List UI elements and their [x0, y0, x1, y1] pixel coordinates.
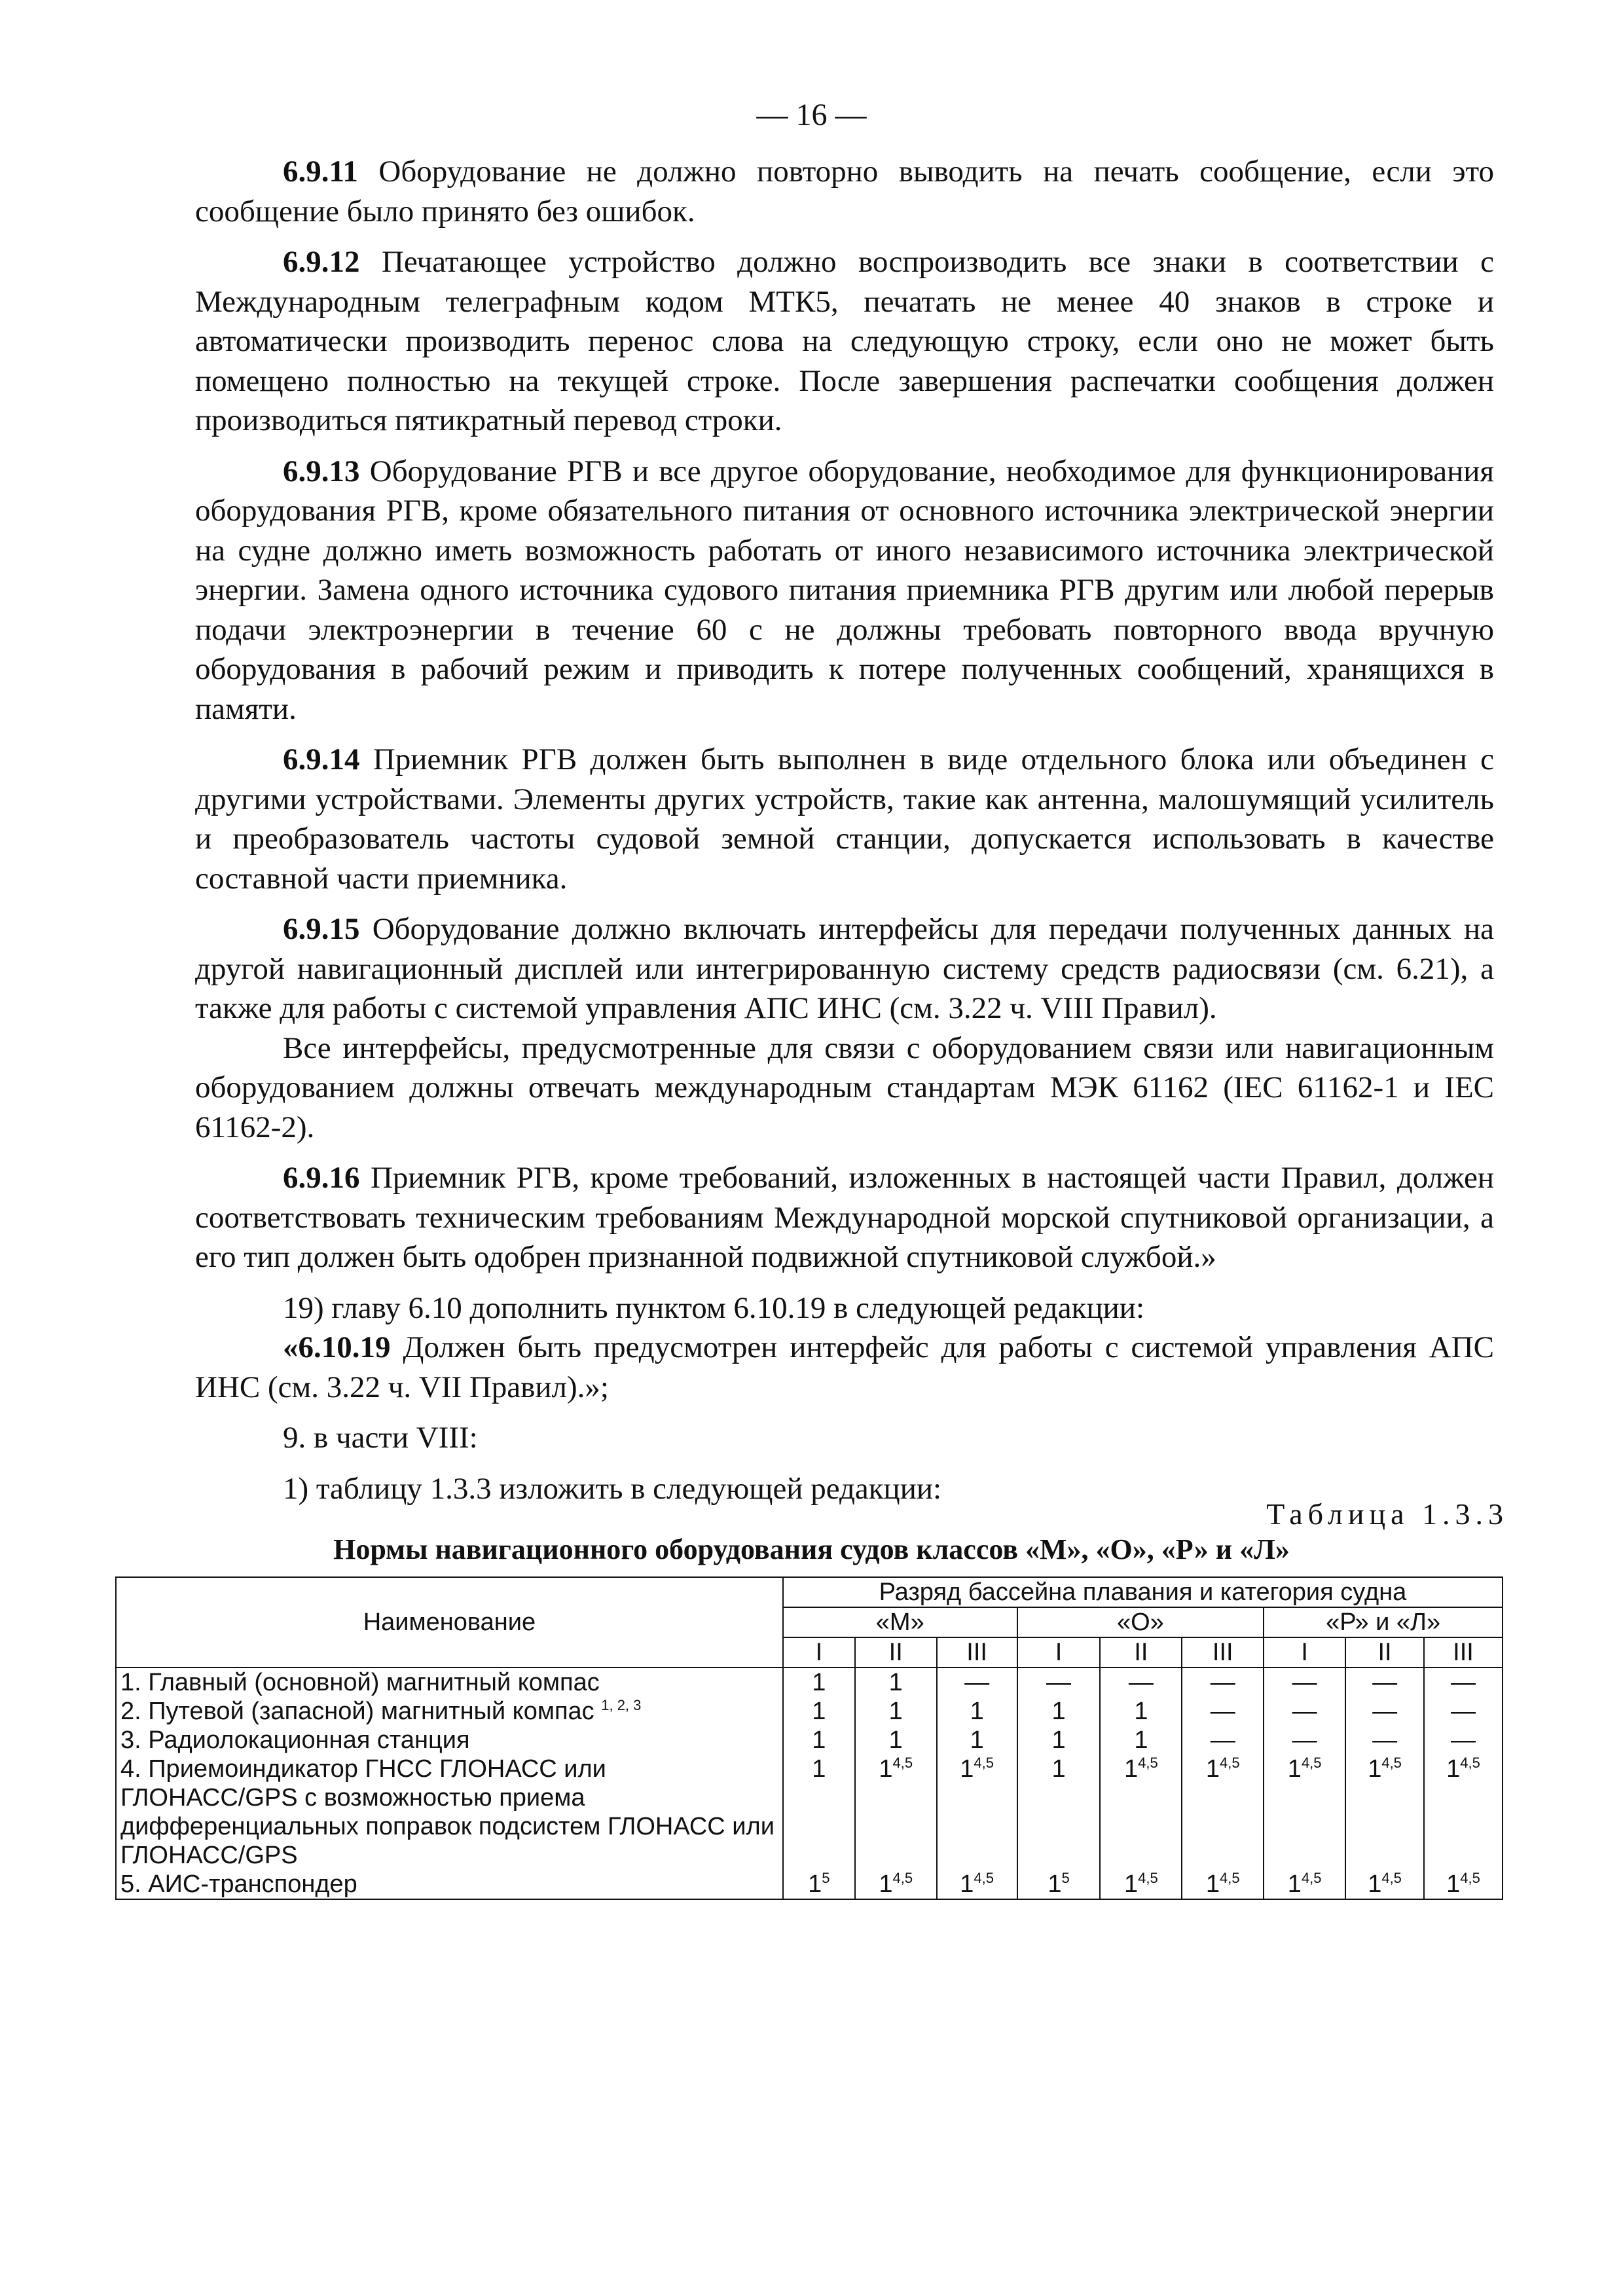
row-name-text: 1. Главный (основной) магнитный компас: [120, 1669, 600, 1696]
table-cell: [1264, 1870, 1345, 1899]
table-cell: [783, 1726, 855, 1755]
table-cell: [1345, 1726, 1424, 1755]
category-header: III: [1424, 1637, 1503, 1667]
cell-value: —: [1372, 1726, 1398, 1754]
footnote-ref: 4,5: [1381, 1755, 1402, 1771]
cell-value: 1: [1205, 1755, 1220, 1783]
cell-value: 1: [812, 1669, 826, 1696]
cell-value: 1: [808, 1870, 822, 1898]
table-cell: [783, 1755, 855, 1870]
cell-value: 1: [812, 1755, 826, 1783]
name-header: Наименование: [116, 1577, 783, 1667]
footnote-ref: 1, 2, 3: [601, 1697, 642, 1713]
table-row: [116, 1870, 1503, 1899]
category-header: II: [1345, 1637, 1424, 1667]
table-cell: [1264, 1697, 1345, 1726]
table-cell: [1182, 1755, 1264, 1870]
table-cell: [1182, 1667, 1264, 1697]
row-name: [116, 1697, 783, 1726]
table-cell: [855, 1755, 937, 1870]
table-cell: [1017, 1726, 1101, 1755]
footnote-ref: 4,5: [1301, 1870, 1322, 1886]
group-header: Разряд бассейна плавания и категория судна: [783, 1577, 1503, 1607]
cell-value: 1: [1368, 1755, 1382, 1783]
footnote-ref: 4,5: [974, 1870, 994, 1886]
cell-value: —: [1210, 1726, 1235, 1754]
cell-value: —: [1451, 1669, 1476, 1696]
body-text: [195, 152, 1494, 1508]
cell-value: 1: [812, 1698, 826, 1725]
paragraph-text: Оборудование не должно повторно выводить на печать сообщение, если это сообщение было принято без ошибок.: [195, 155, 1494, 228]
footnote-ref: 4,5: [974, 1755, 994, 1771]
table-cell: [1345, 1755, 1424, 1870]
cell-value: 1: [888, 1698, 903, 1725]
table-cell: [783, 1870, 855, 1899]
footnote-ref: 4,5: [892, 1755, 913, 1771]
row-name: [116, 1667, 783, 1697]
table-cell: [1017, 1667, 1101, 1697]
table-label: Таблица 1.3.3: [1266, 1497, 1508, 1531]
category-header: I: [1264, 1637, 1345, 1667]
table-cell: [937, 1697, 1017, 1726]
cell-value: 1: [888, 1726, 903, 1754]
footnote-ref: 4,5: [892, 1870, 913, 1886]
cell-value: 1: [879, 1755, 893, 1783]
table-cell: [783, 1697, 855, 1726]
footnote-ref: 4,5: [1220, 1755, 1240, 1771]
cell-value: —: [964, 1669, 990, 1696]
clause-number: 6.9.15: [283, 912, 360, 946]
paragraph: [195, 1029, 1494, 1148]
clause-number: 6.9.14: [283, 742, 360, 776]
footnote-ref: 4,5: [1138, 1870, 1158, 1886]
paragraph-text: Оборудование РГВ и все другое оборудование, необходимое для функционирования оборудования РГВ, кроме обязательного питания от основного источника электрической энергии на судне должно иметь возможность работать от иного независимого источника электрической энергии. Замена одного источника судового питания приемника РГВ другим или любой перерыв подачи электроэнергии в течение 60 с не должны требовать повторного ввода вручную оборудования в рабочий режим и приводить к потере полученных сообщений, хранящихся в памяти.: [195, 454, 1494, 726]
table-cell: [1424, 1755, 1503, 1870]
table-cell: [1424, 1726, 1503, 1755]
cell-value: —: [1372, 1698, 1398, 1725]
table-cell: [1424, 1870, 1503, 1899]
cell-value: 1: [888, 1669, 903, 1696]
cell-value: 1: [1446, 1755, 1461, 1783]
norms-table: [115, 1576, 1503, 1900]
cell-value: —: [1046, 1669, 1071, 1696]
paragraph: [195, 740, 1494, 898]
table-cell: [855, 1667, 937, 1697]
table-cell: [855, 1697, 937, 1726]
footnote-ref: 4,5: [1220, 1870, 1240, 1886]
cell-value: —: [1451, 1726, 1476, 1754]
footnote-ref: 5: [822, 1870, 830, 1886]
table-cell: [937, 1726, 1017, 1755]
cell-value: 1: [970, 1726, 984, 1754]
paragraph: [195, 1158, 1494, 1277]
category-header: III: [937, 1637, 1017, 1667]
table-cell: [1182, 1697, 1264, 1726]
clause-number: 6.9.16: [283, 1161, 360, 1195]
cell-value: 1: [1287, 1755, 1302, 1783]
table-cell: [1424, 1667, 1503, 1697]
paragraph-text: Печатающее устройство должно воспроизводить все знаки в соответствии с Международным телеграфным кодом МТК5, печатать не менее 40 знаков в строке и автоматически производить перенос слова на следующую строку, если оно не может быть помещено полностью на текущей строке. После завершения распечатки сообщения должен производиться пятикратный перевод строки.: [195, 245, 1494, 437]
paragraph: [195, 1328, 1494, 1407]
class-header: «М»: [783, 1607, 1017, 1637]
row-name: [116, 1870, 783, 1899]
table-cell: [937, 1755, 1017, 1870]
cell-value: —: [1451, 1698, 1476, 1725]
paragraph: [195, 1418, 1494, 1458]
category-header: III: [1182, 1637, 1264, 1667]
row-name: [116, 1726, 783, 1755]
paragraph-text: Оборудование должно включать интерфейсы для передачи полученных данных на другой навигационный дисплей или интегрированную систему средств радиосвязи (см. 6.21), а также для работы с системой управления АПС ИНС (см. 3.22 ч. VIII Правил).: [195, 912, 1494, 1025]
cell-value: 1: [970, 1698, 984, 1725]
footnote-ref: 4,5: [1460, 1870, 1480, 1886]
paragraph-text: Приемник РГВ должен быть выполнен в виде отдельного блока или объединен с другими устройствами. Элементы других устройств, такие как антенна, малошумящий усилитель и преобразователь частоты судовой земной станции, допускается использовать в качестве составной части приемника.: [195, 742, 1494, 896]
cell-value: 1: [1368, 1870, 1382, 1898]
cell-value: 1: [960, 1755, 974, 1783]
cell-value: 1: [1134, 1726, 1148, 1754]
clause-number: 6.9.12: [283, 245, 360, 279]
table-cell: [1345, 1870, 1424, 1899]
table-cell: [1424, 1697, 1503, 1726]
row-name-text: 5. АИС-транспондер: [120, 1870, 357, 1898]
footnote-ref: 4,5: [1460, 1755, 1480, 1771]
table-title: Нормы навигационного оборудования судов классов «М», «О», «Р» и «Л»: [333, 1533, 1290, 1565]
cell-value: —: [1372, 1669, 1398, 1696]
table-row: [116, 1697, 1503, 1726]
clause-number: 6.9.11: [283, 155, 358, 189]
table-cell: [1017, 1697, 1101, 1726]
table-cell: [783, 1667, 855, 1697]
cell-value: —: [1128, 1669, 1154, 1696]
paragraph: [195, 1288, 1494, 1328]
row-name-text: 4. Приемоиндикатор ГНСС ГЛОНАСС или ГЛОНАСС/GPS с возможностью приема дифференциальных поправок подсистем ГЛОНАСС или ГЛОНАСС/GPS: [120, 1755, 775, 1869]
paragraph-text: 9. в части VIII:: [283, 1421, 478, 1455]
cell-value: 1: [1051, 1726, 1066, 1754]
paragraph: [195, 152, 1494, 231]
table-cell: [1182, 1870, 1264, 1899]
class-header: «О»: [1017, 1607, 1264, 1637]
paragraph-text: Приемник РГВ, кроме требований, изложенных в настоящей части Правил, должен соответствовать техническим требованиям Международной морской спутниковой организации, а его тип должен быть одобрен признанной подвижной спутниковой службой.»: [195, 1161, 1494, 1274]
cell-value: 1: [1124, 1870, 1139, 1898]
cell-value: 1: [812, 1726, 826, 1754]
table-cell: [937, 1667, 1017, 1697]
paragraph: [195, 452, 1494, 729]
table-cell: [1100, 1726, 1182, 1755]
table-cell: [855, 1870, 937, 1899]
cell-value: —: [1210, 1669, 1235, 1696]
table-cell: [1017, 1870, 1101, 1899]
table-cell: [1264, 1667, 1345, 1697]
cell-value: —: [1210, 1698, 1235, 1725]
paragraph-text: 1) таблицу 1.3.3 изложить в следующей редакции:: [283, 1471, 942, 1506]
cell-value: 1: [879, 1870, 893, 1898]
cell-value: —: [1292, 1669, 1317, 1696]
table-cell: [1100, 1870, 1182, 1899]
footnote-ref: 5: [1061, 1870, 1070, 1886]
cell-value: 1: [1446, 1870, 1461, 1898]
table-cell: [1100, 1667, 1182, 1697]
row-name-text: 2. Путевой (запасной) магнитный компас: [120, 1698, 594, 1725]
cell-value: 1: [1051, 1698, 1066, 1725]
paragraph: [195, 909, 1494, 1029]
category-header: II: [855, 1637, 937, 1667]
table-cell: [1264, 1755, 1345, 1870]
table-row: [116, 1667, 1503, 1697]
table-body: [116, 1667, 1503, 1899]
table-cell: [937, 1870, 1017, 1899]
page-number: — 16 —: [756, 98, 867, 132]
footnote-ref: 4,5: [1301, 1755, 1322, 1771]
class-header: «Р» и «Л»: [1264, 1607, 1503, 1637]
cell-value: 1: [1134, 1698, 1148, 1725]
footnote-ref: 4,5: [1381, 1870, 1402, 1886]
cell-value: 1: [1051, 1755, 1066, 1783]
table-cell: [1100, 1697, 1182, 1726]
cell-value: 1: [1287, 1870, 1302, 1898]
table-cell: [1017, 1755, 1101, 1870]
row-name-text: 3. Радиолокационная станция: [120, 1726, 470, 1754]
category-header: II: [1100, 1637, 1182, 1667]
cell-value: —: [1292, 1698, 1317, 1725]
category-header: I: [783, 1637, 855, 1667]
paragraph-text: Все интерфейсы, предусмотренные для связи с оборудованием связи или навигационным оборудованием должны отвечать международным стандартам МЭК 61162 (IEC 61162-1 и IEC 61162-2).: [195, 1030, 1495, 1144]
table-cell: [1345, 1697, 1424, 1726]
table-cell: [1264, 1726, 1345, 1755]
table-row: [116, 1726, 1503, 1755]
paragraph: [195, 242, 1494, 441]
row-name: [116, 1755, 783, 1870]
cell-value: 1: [1048, 1870, 1062, 1898]
clause-number: «6.10.19: [283, 1330, 391, 1364]
cell-value: 1: [960, 1870, 974, 1898]
table-row: [116, 1755, 1503, 1870]
table-cell: [855, 1726, 937, 1755]
paragraph-text: Должен быть предусмотрен интерфейс для работы с системой управления АПС ИНС (см. 3.22 ч. VII Правил).»;: [195, 1330, 1494, 1404]
table-cell: [1345, 1667, 1424, 1697]
cell-value: 1: [1124, 1755, 1139, 1783]
paragraph-text: 19) главу 6.10 дополнить пунктом 6.10.19 в следующей редакции:: [283, 1290, 1144, 1325]
cell-value: 1: [1205, 1870, 1220, 1898]
category-header: I: [1017, 1637, 1101, 1667]
footnote-ref: 4,5: [1138, 1755, 1158, 1771]
table-cell: [1182, 1726, 1264, 1755]
cell-value: —: [1292, 1726, 1317, 1754]
clause-number: 6.9.13: [283, 454, 360, 488]
table-cell: [1100, 1755, 1182, 1870]
